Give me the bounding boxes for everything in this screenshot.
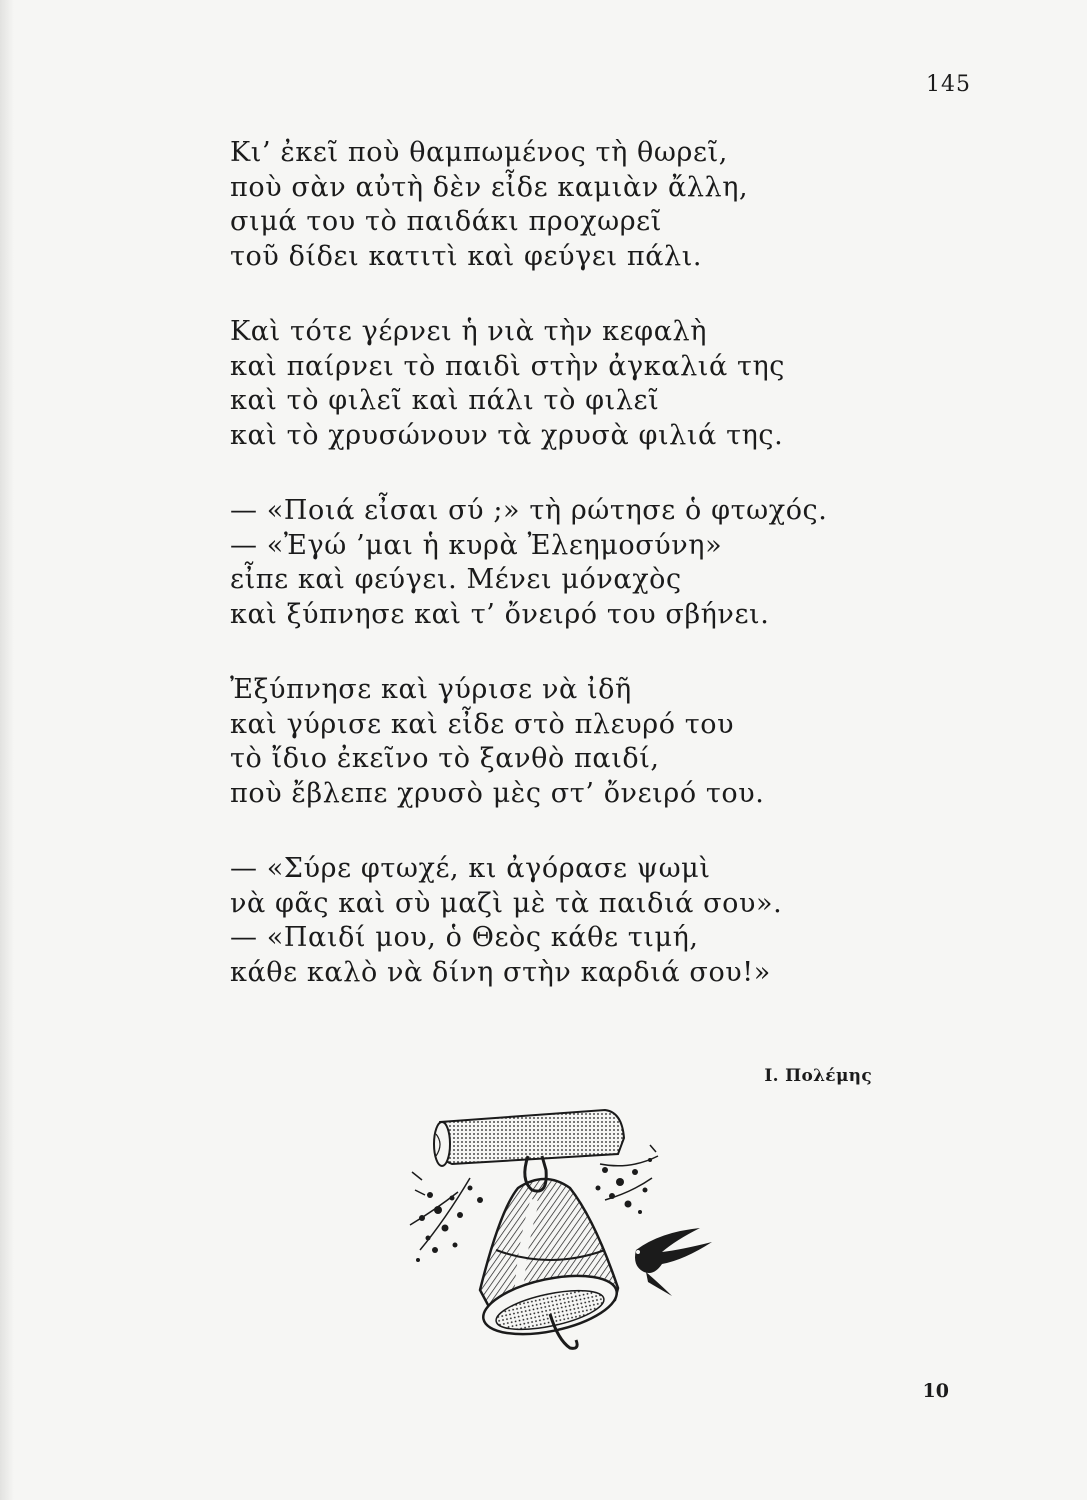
stanza xyxy=(230,852,870,990)
poem-line: καὶ τὸ χρυσώνουν τὰ χρυσὰ φιλιά της. xyxy=(230,419,784,451)
swallow-shape xyxy=(635,1228,712,1296)
bell-shape xyxy=(478,1179,622,1348)
poem-line: νὰ φᾶς καὶ σὺ μαζὶ μὲ τὰ παιδιά σου». xyxy=(230,887,783,919)
poem-line: εἶπε καὶ φεύγει. Μένει μόναχὸς xyxy=(230,564,682,595)
poem-line: τοῦ δίδει κατιτὶ καὶ φεύγει πάλι. xyxy=(230,240,703,272)
poem xyxy=(230,136,870,1031)
stanza xyxy=(230,136,870,274)
poem-line: — «Σύρε φτωχέ, κι ἀγόρασε ψωμὶ xyxy=(230,853,711,884)
poem-line: Καὶ τότε γέρνει ἡ νιὰ τὴν κεφαλὴ xyxy=(230,316,708,347)
poem-line: — «Ποιά εἶσαι σύ ;» τὴ ρώτησε ὁ φτωχός. xyxy=(230,495,828,526)
signature-mark: 10 xyxy=(922,1380,949,1402)
poem-line: τὸ ἴδιο ἐκεῖνο τὸ ξανθὸ παιδί, xyxy=(230,743,660,774)
poem-line: καὶ παίρνει τὸ παιδὶ στὴν ἀγκαλιά της xyxy=(230,350,786,382)
poem-line: Ἐξύπνησε καὶ γύρισε νὰ ἰδῆ xyxy=(230,674,632,705)
author-signature: Ι. Πολέμης xyxy=(764,1066,872,1086)
stanza xyxy=(230,494,870,632)
poem-line: ποὺ σὰν αὐτὴ δὲν εἶδε καμιὰν ἄλλη, xyxy=(230,171,749,203)
poem-line: καὶ ξύπνησε καὶ τ’ ὄνειρό του σβήνει. xyxy=(230,598,770,630)
poem-line: καὶ γύρισε καὶ εἶδε στὸ πλευρό του xyxy=(230,708,735,740)
poem-line: — «Ἐγώ ’μαι ἡ κυρὰ Ἐλεημοσύνη» xyxy=(230,529,723,561)
stanza xyxy=(230,315,870,453)
poem-line: κάθε καλὸ νὰ δίνη στὴν καρδιά σου!» xyxy=(230,956,771,988)
poem-line: ποὺ ἔβλεπε χρυσὸ μὲς στ’ ὄνειρό του. xyxy=(230,777,765,809)
bell-with-swallow-icon xyxy=(400,1100,720,1390)
poem-line: — «Παιδί μου, ὁ Θεὸς κάθε τιμή, xyxy=(230,922,699,953)
stanza xyxy=(230,673,870,811)
poem-line: σιμά του τὸ παιδάκι προχωρεῖ xyxy=(230,206,662,237)
page-edge-shadow xyxy=(0,0,14,1500)
poem-line: Κι’ ἐκεῖ ποὺ θαμπωμένος τὴ θωρεῖ, xyxy=(230,137,728,168)
poem-line: καὶ τὸ φιλεῖ καὶ πάλι τὸ φιλεῖ xyxy=(230,385,660,416)
page-number: 145 xyxy=(926,72,971,97)
